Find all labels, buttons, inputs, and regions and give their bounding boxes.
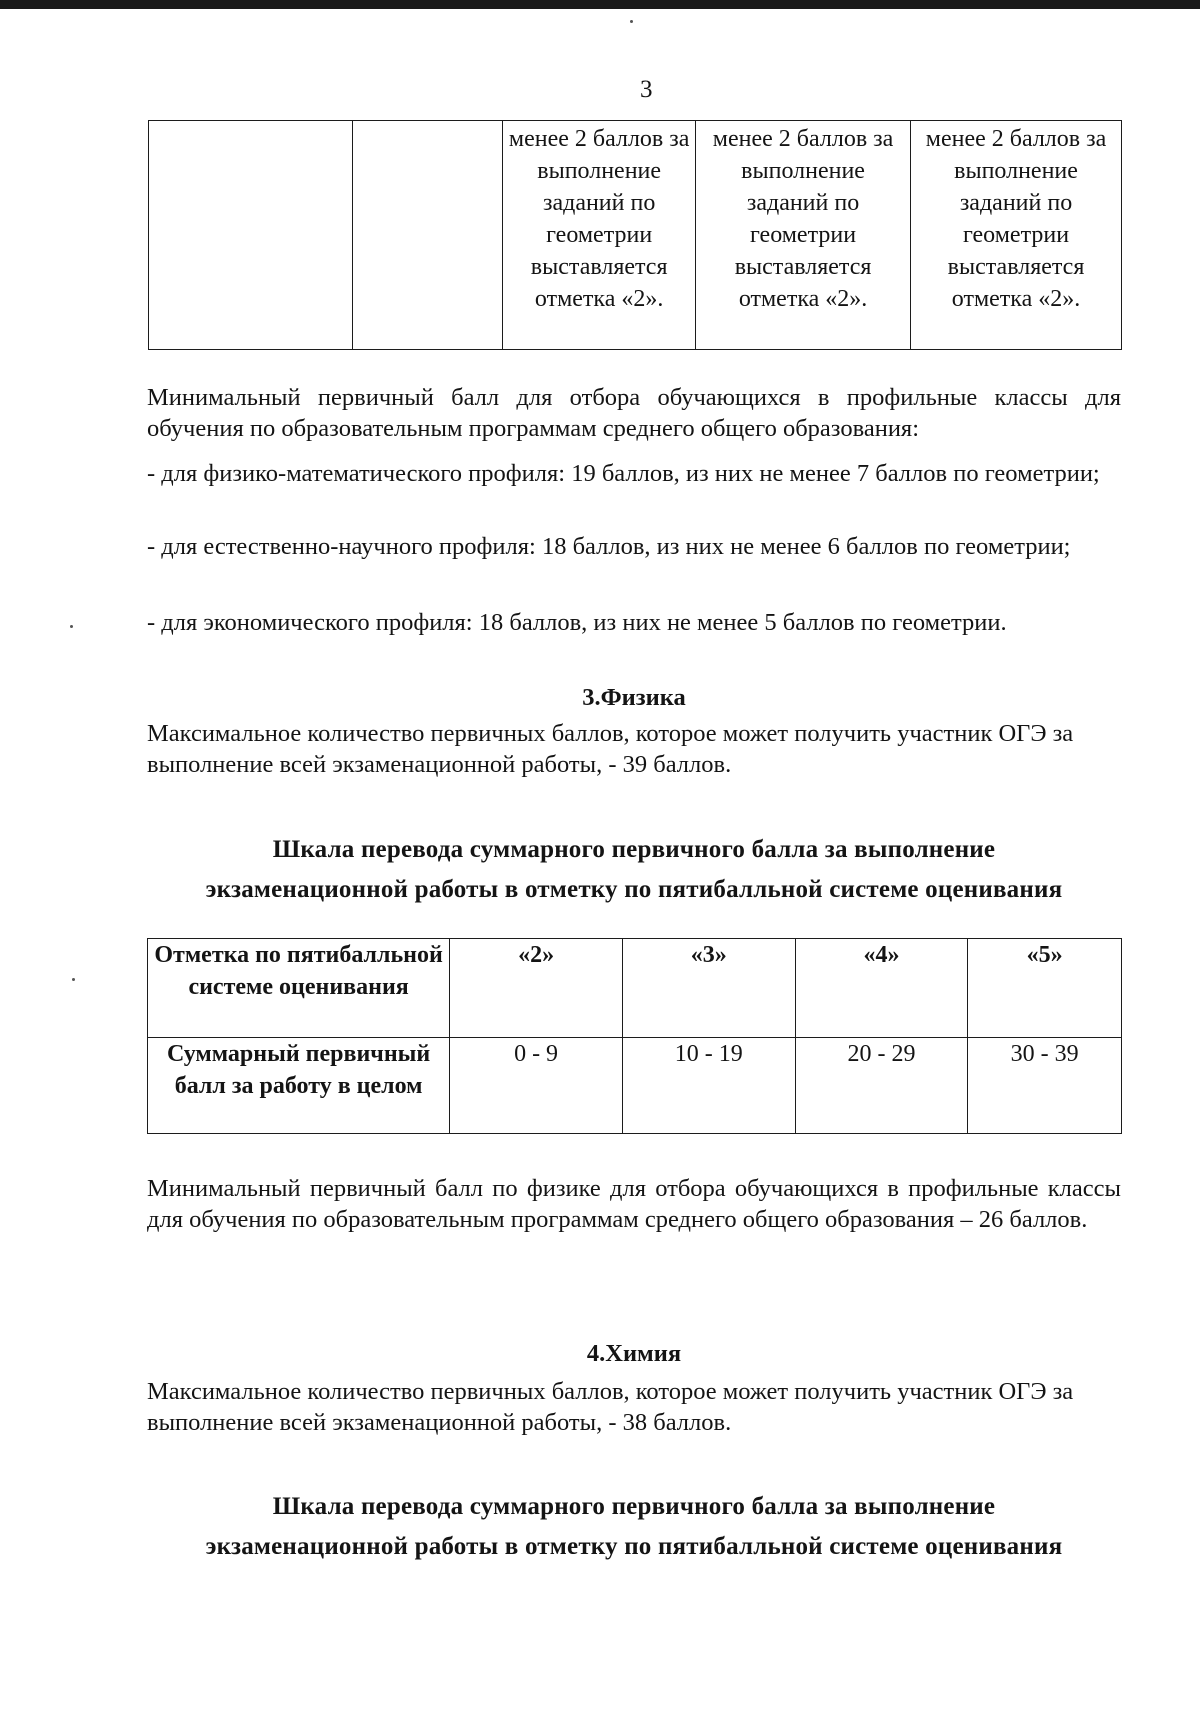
score-range-cell: 10 - 19 <box>622 1038 795 1134</box>
physics-scale-title <box>147 830 1121 910</box>
table-row <box>148 1038 1122 1134</box>
table-cell <box>149 121 353 350</box>
scan-speck <box>70 625 73 628</box>
table-row <box>149 121 1122 350</box>
grade-cell: «4» <box>795 939 968 1038</box>
math-min-item: - для физико-математического профиля: 19 баллов, из них не менее 7 баллов по геометрии; <box>147 460 1100 487</box>
row-header-score: Суммарный первичный балл за работу в целом <box>148 1038 450 1134</box>
table-cell: менее 2 баллов за выполнение заданий по геометрии выставляется отметка «2». <box>696 121 911 350</box>
math-min-item: - для естественно-научного профиля: 18 баллов, из них не менее 6 баллов по геометрии; <box>147 533 1071 560</box>
scale-title-line: экзаменационной работы в отметку по пятибалльной системе оценивания <box>205 1533 1063 1560</box>
score-range-cell: 20 - 29 <box>795 1038 968 1134</box>
table-cell: менее 2 баллов за выполнение заданий по геометрии выставляется отметка «2». <box>911 121 1122 350</box>
table-row <box>148 939 1122 1038</box>
physics-max-text: Максимальное количество первичных баллов, которое может получить участник ОГЭ за выполнение всей экзаменационной работы, - 39 баллов. <box>147 720 1074 778</box>
math-min-intro: Минимальный первичный балл для отбора обучающихся в профильные классы для обучения по образовательным программам среднего общего образования: <box>147 384 1121 442</box>
scale-title-line: экзаменационной работы в отметку по пятибалльной системе оценивания <box>205 876 1063 903</box>
scale-title-line: Шкала перевода суммарного первичного балла за выполнение <box>272 836 996 863</box>
table-cell: менее 2 баллов за выполнение заданий по геометрии выставляется отметка «2». <box>503 121 696 350</box>
page-number: 3 <box>640 76 653 103</box>
table-cell <box>352 121 502 350</box>
grade-cell: «3» <box>622 939 795 1038</box>
physics-min-text: Минимальный первичный балл по физике для отбора обучающихся в профильные классы для обучения по образовательным программам среднего общего образования – 26 баллов. <box>147 1175 1121 1233</box>
grade-cell: «2» <box>450 939 623 1038</box>
row-header-grade: Отметка по пятибалльной системе оценивания <box>148 939 450 1038</box>
physics-scale-table <box>147 938 1122 1134</box>
score-range-cell: 0 - 9 <box>450 1038 623 1134</box>
geometry-grade-table <box>148 120 1122 350</box>
chemistry-scale-title <box>147 1487 1121 1567</box>
grade-cell: «5» <box>968 939 1122 1038</box>
scan-speck <box>72 978 75 981</box>
chemistry-heading: 4.Химия <box>586 1340 682 1367</box>
scale-title-line: Шкала перевода суммарного первичного балла за выполнение <box>272 1493 996 1520</box>
scan-top-edge <box>0 0 1200 9</box>
scan-speck <box>630 20 633 23</box>
score-range-cell: 30 - 39 <box>968 1038 1122 1134</box>
physics-heading: 3.Физика <box>582 684 686 711</box>
chemistry-max-text: Максимальное количество первичных баллов, которое может получить участник ОГЭ за выполнение всей экзаменационной работы, - 38 баллов. <box>147 1378 1074 1436</box>
math-min-item: - для экономического профиля: 18 баллов, из них не менее 5 баллов по геометрии. <box>147 609 1007 636</box>
